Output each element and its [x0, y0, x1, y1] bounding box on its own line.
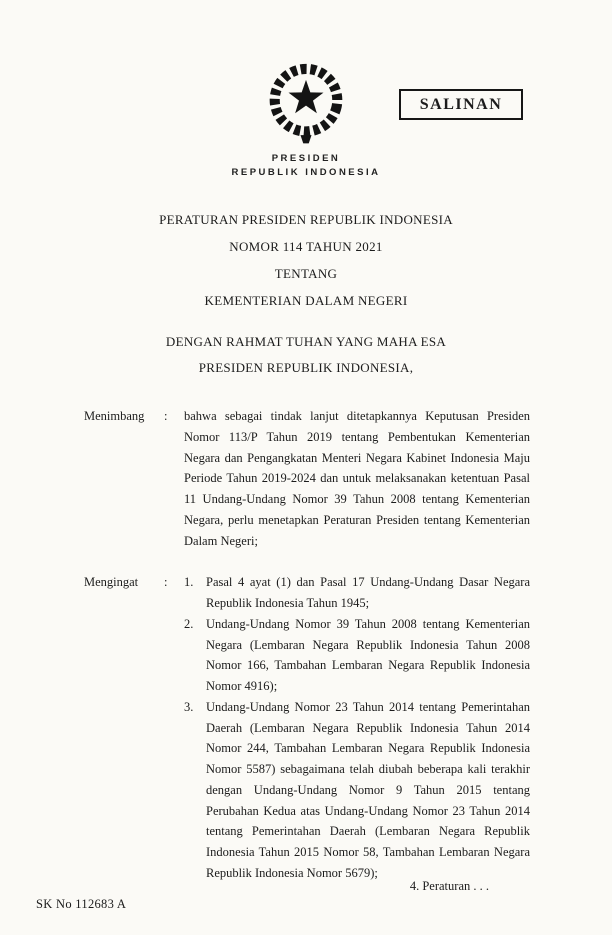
document-control-number: SK No 112683 A: [36, 897, 127, 911]
mengingat-label: Mengingat: [84, 575, 139, 590]
national-emblem-icon: [260, 56, 352, 148]
preamble-president: PRESIDEN REPUBLIK INDONESIA,: [198, 360, 414, 375]
menimbang-label: Menimbang: [84, 409, 145, 423]
title-number: NOMOR 114 TAHUN 2021: [229, 239, 383, 254]
title-tentang: TENTANG: [274, 266, 338, 281]
list-item-text: Undang-Undang Nomor 39 Tahun 2008 tentang Kementerian Negara (Lembaran Negara Republik Indonesia Tahun 2008 Nomor 166, Tambahan Lembaran Negara Republik Indonesia Nomor 4916);: [206, 616, 530, 693]
list-item-text: Pasal 4 ayat (1) dan Pasal 17 Undang-Undang Dasar Negara Republik Indonesia Tahun 1945;: [206, 575, 530, 610]
list-item: [184, 697, 530, 884]
title-subject: KEMENTERIAN DALAM NEGERI: [204, 293, 408, 308]
mengingat-body: [184, 572, 530, 883]
list-item-number: 1.: [184, 575, 194, 590]
menimbang-text: bahwa sebagai tindak lanjut ditetapkannya Keputusan Presiden Nomor 113/P Tahun 2019 tentang Pembentukan Kementerian Negara dan Pengangkatan Menteri Negara Kabinet Indonesia Maju Periode Tahun 2019-2024 dan untuk melaksanakan ketentuan Pasal 11 Undang-Undang Nomor 39 Tahun 2008 tentang Kementerian Negara, perlu menetapkan Peraturan Presiden tentang Kementerian Dalam Negeri;: [184, 409, 530, 548]
preamble-block: [0, 334, 612, 376]
list-item: [184, 614, 530, 697]
list-item: [184, 572, 530, 614]
salinan-stamp: [399, 89, 523, 120]
menimbang-section: [0, 406, 612, 551]
mengingat-section: [0, 572, 612, 883]
title-regulation: PERATURAN PRESIDEN REPUBLIK INDONESIA: [159, 212, 453, 227]
list-item-text: Undang-Undang Nomor 23 Tahun 2014 tentang Pemerintahan Daerah (Lembaran Negara Republik Indonesia Tahun 2014 Nomor 244, Tambahan Lembaran Negara Republik Indonesia Nomor 5587) sebagaimana telah diubah beberapa kali terakhir dengan Undang-Undang Nomor 9 Tahun 2015 tentang Perubahan Kedua atas Undang-Undang Nomor 23 Tahun 2014 tentang Pemerintahan Daerah (Lembaran Negara Republik Indonesia Tahun 2015 Nomor 58, Tambahan Lembaran Negara Republik Indonesia Nomor 5679);: [206, 699, 530, 880]
mengingat-list: [184, 572, 530, 883]
list-item-number: 2.: [184, 616, 194, 631]
catchword: 4. Peraturan . . .: [409, 879, 489, 893]
list-item-number: 3.: [184, 699, 194, 714]
menimbang-separator: :: [164, 409, 168, 423]
salinan-stamp-label: SALINAN: [419, 95, 503, 113]
preamble-invocation: DENGAN RAHMAT TUHAN YANG MAHA ESA: [165, 334, 447, 349]
letterhead-presiden: PRESIDEN: [271, 153, 341, 164]
mengingat-separator: :: [164, 575, 168, 590]
document-title-block: [0, 212, 612, 309]
letterhead-republik-indonesia: REPUBLIK INDONESIA: [231, 167, 381, 178]
